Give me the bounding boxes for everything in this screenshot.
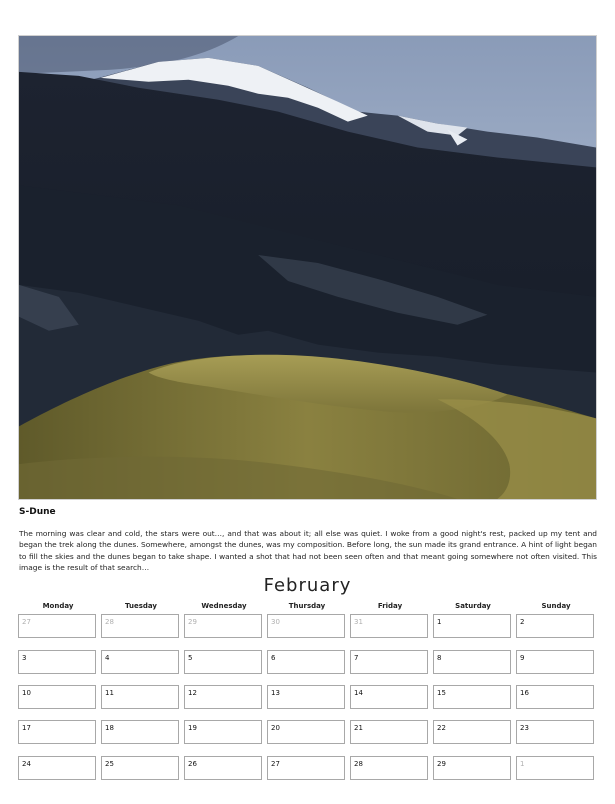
day-number: 21: [354, 724, 363, 732]
calendar-day-cell: [350, 685, 428, 709]
landscape-photo: [18, 35, 597, 500]
month-title: February: [263, 575, 352, 596]
day-number: 9: [520, 654, 525, 662]
day-number: 10: [22, 689, 31, 697]
day-number: 22: [437, 724, 446, 732]
calendar-day-cell: [516, 720, 594, 744]
calendar-day-cell: [184, 650, 262, 674]
weekday-header: [18, 602, 597, 614]
day-number: 8: [437, 654, 442, 662]
calendar-day-cell: [516, 614, 594, 638]
calendar-day-cell: [350, 650, 428, 674]
calendar-day-cell: [433, 614, 511, 638]
weekday-label: Wednesday: [201, 602, 247, 610]
day-number: 4: [105, 654, 110, 662]
calendar-day-cell: [267, 650, 345, 674]
calendar-day-cell: [267, 614, 345, 638]
calendar-day-cell: [516, 650, 594, 674]
day-number: 27: [22, 618, 31, 626]
weekday-label: Friday: [377, 602, 403, 610]
day-number: 30: [271, 618, 280, 626]
day-number: 13: [271, 689, 280, 697]
day-number: 6: [271, 654, 276, 662]
calendar-day-cell: [101, 614, 179, 638]
calendar-day-cell: [433, 650, 511, 674]
calendar-day-cell: [18, 685, 96, 709]
calendar-day-cell: [101, 650, 179, 674]
calendar-day-cell: [350, 720, 428, 744]
day-number: 1: [437, 618, 442, 626]
weekday-label: Saturday: [455, 602, 491, 610]
day-number: 11: [105, 689, 114, 697]
calendar-day-cell: [267, 720, 345, 744]
calendar-day-cell: [18, 614, 96, 638]
calendar-day-cell: [433, 720, 511, 744]
calendar-day-cell: [350, 614, 428, 638]
calendar-day-cell: [433, 685, 511, 709]
calendar-day-cell: [101, 756, 179, 780]
photo-title: S-Dune: [19, 507, 56, 517]
day-number: 27: [271, 760, 280, 768]
day-number: 23: [520, 724, 529, 732]
weekday-label: Sunday: [541, 602, 571, 610]
calendar-day-cell: [516, 756, 594, 780]
calendar-day-cell: [18, 720, 96, 744]
calendar-day-cell: [267, 756, 345, 780]
weekday-label: Monday: [42, 602, 74, 610]
weekday-label: Tuesday: [125, 602, 157, 610]
day-number: 1: [520, 760, 525, 768]
day-number: 31: [354, 618, 363, 626]
day-number: 26: [188, 760, 197, 768]
day-number: 20: [271, 724, 280, 732]
day-number: 12: [188, 689, 197, 697]
calendar-day-cell: [184, 614, 262, 638]
day-number: 29: [188, 618, 197, 626]
calendar-day-cell: [101, 720, 179, 744]
weekday-label: Thursday: [288, 602, 326, 610]
day-number: 15: [437, 689, 446, 697]
dune-mountain-image: [19, 36, 596, 499]
day-number: 19: [188, 724, 197, 732]
photo-description: The morning was clear and cold, the stars were out…, and that was about it; all else was quiet. I woke from a good night's rest, packed up my tent and began the trek along the dunes. Somewhere, amongst the dunes, was my composition. Before long, the sun made its grand entrance. A hint of light began to fill the skies and the dunes began to take shape. I wanted a shot that had not been seen often and that meant going somewhere not often visited. This image is the result of that search…: [19, 529, 597, 572]
day-number: 14: [354, 689, 363, 697]
calendar-day-cell: [350, 756, 428, 780]
calendar-day-cell: [516, 685, 594, 709]
calendar-day-cell: [267, 685, 345, 709]
calendar-day-cell: [433, 756, 511, 780]
day-number: 16: [520, 689, 529, 697]
day-number: 29: [437, 760, 446, 768]
day-number: 25: [105, 760, 114, 768]
day-number: 7: [354, 654, 359, 662]
calendar-day-cell: [184, 756, 262, 780]
calendar-day-cell: [184, 685, 262, 709]
day-number: 17: [22, 724, 31, 732]
day-number: 2: [520, 618, 525, 626]
day-number: 3: [22, 654, 27, 662]
day-number: 24: [22, 760, 31, 768]
day-number: 28: [105, 618, 114, 626]
calendar-day-cell: [184, 720, 262, 744]
day-number: 5: [188, 654, 193, 662]
calendar-day-cell: [101, 685, 179, 709]
calendar-day-cell: [18, 756, 96, 780]
day-number: 28: [354, 760, 363, 768]
calendar-day-cell: [18, 650, 96, 674]
day-number: 18: [105, 724, 114, 732]
